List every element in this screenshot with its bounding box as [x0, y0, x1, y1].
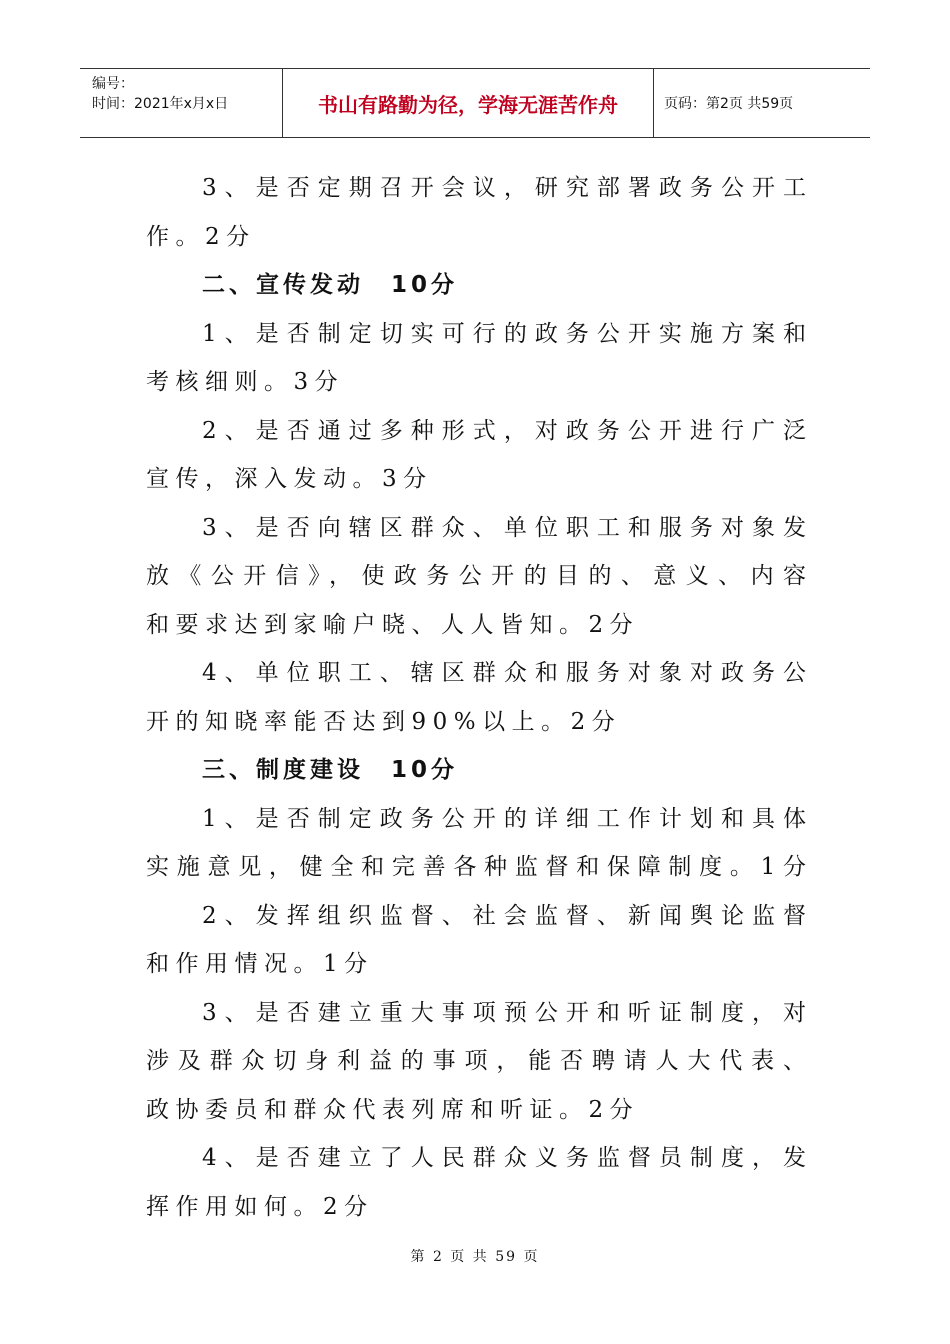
item-2-1-line-2: 考核细则。3分 — [146, 369, 345, 395]
item-2-2-line-1: 2、是否通过多种形式，对政务公开进行广泛 — [202, 417, 806, 444]
item-1-3-line-1: 3、是否定期召开会议，研究部署政务公开工 — [202, 175, 806, 201]
item-3-2-line-1: 2、发挥组织监督、社会监督、新闻舆论监督 — [202, 902, 806, 929]
section-heading-publicity: 二、宣传发动 10分 — [202, 272, 459, 298]
header-meta — [80, 69, 282, 137]
date-label: 时间：2021年x月x日 — [92, 96, 229, 112]
item-3-3-line-1: 3、是否建立重大事项预公开和听证制度，对 — [202, 999, 806, 1026]
header-page-info: 页码：第2页 共59页 — [664, 96, 794, 112]
page-header — [80, 68, 870, 138]
item-3-1-line-2: 实施意见，健全和完善各种监督和保障制度。1分 — [146, 854, 806, 880]
item-3-1-line-1: 1、是否制定政务公开的详细工作计划和具体 — [202, 805, 806, 832]
item-3-4-line-1: 4、是否建立了人民群众义务监督员制度，发 — [202, 1145, 806, 1171]
document-body — [146, 164, 806, 1231]
item-2-2-line-2: 宣传，深入发动。3分 — [146, 466, 433, 492]
item-2-4-line-1: 4、单位职工、辖区群众和服务对象对政务公 — [202, 660, 806, 686]
item-2-3-line-1: 3、是否向辖区群众、单位职工和服务对象发 — [202, 514, 806, 541]
item-2-3-line-3: 和要求达到家喻户晓、人人皆知。2分 — [146, 611, 640, 638]
item-3-3-line-2: 涉及群众切身利益的事项，能否聘请人大代表、 — [146, 1048, 806, 1074]
item-2-4-line-2: 开的知晓率能否达到90%以上。2分 — [146, 708, 622, 735]
serial-number-label: 编号： — [92, 76, 134, 92]
item-3-3-line-3: 政协委员和群众代表列席和听证。2分 — [146, 1096, 640, 1123]
header-motto: 书山有路勤为径，学海无涯苦作舟 — [282, 69, 654, 137]
item-2-1-line-1: 1、是否制定切实可行的政务公开实施方案和 — [202, 320, 806, 347]
item-3-2-line-2: 和作用情况。1分 — [146, 951, 374, 977]
section-heading-system: 三、制度建设 10分 — [202, 757, 459, 783]
item-2-3-line-2: 放《公开信》，使政务公开的目的、意义、内容 — [146, 563, 806, 589]
page-footer: 第 2 页 共 59 页 — [410, 1249, 540, 1265]
item-3-4-line-2: 挥作用如何。2分 — [146, 1193, 374, 1220]
item-1-3-line-2: 作。2分 — [146, 223, 256, 250]
